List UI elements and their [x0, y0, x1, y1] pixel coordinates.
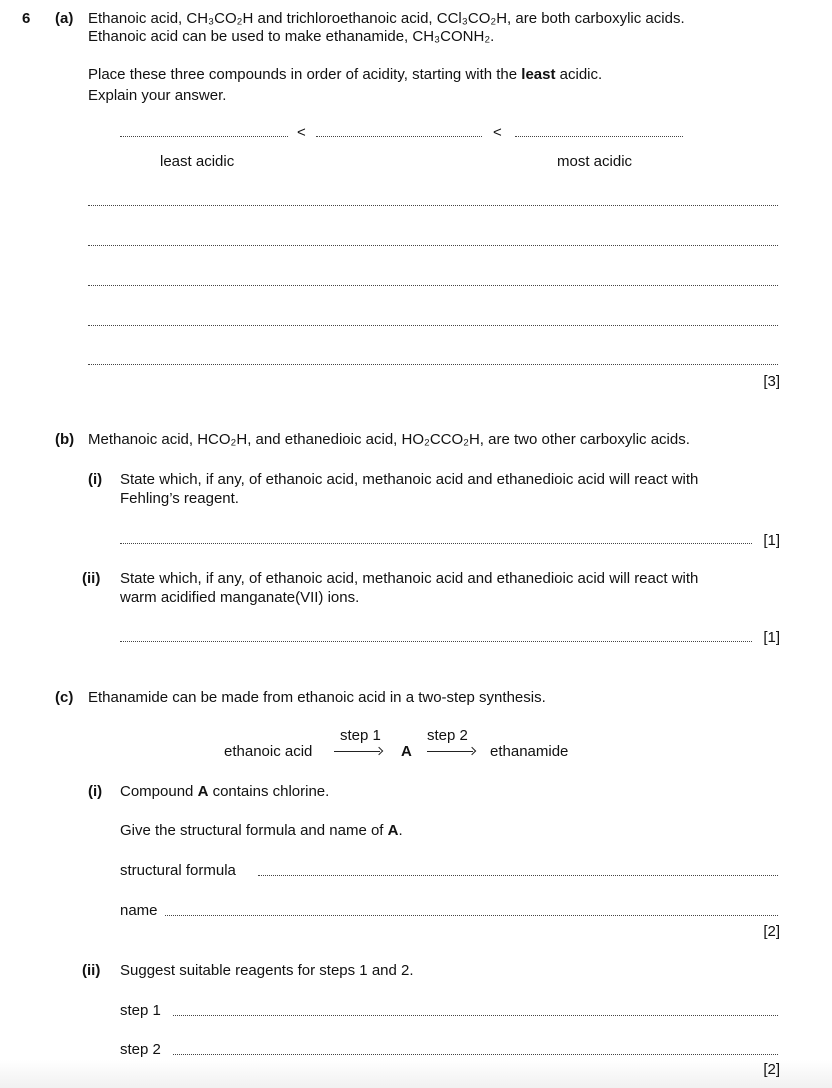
structural-formula-answer[interactable] [258, 875, 778, 876]
reaction-scheme [224, 726, 624, 762]
text: Give the structural formula and name of [120, 822, 388, 839]
answer-line[interactable] [120, 641, 752, 642]
arrow-icon [427, 746, 475, 756]
marks-c-i: [2] [763, 923, 780, 940]
part-c-ii-label: (ii) [82, 962, 101, 979]
part-c-i-text-1 [120, 783, 329, 801]
part-b-i-label: (i) [88, 471, 103, 488]
part-b-ii-text-2: warm acidified manganate(VII) ions. [120, 589, 360, 606]
text-bold: A [197, 783, 209, 800]
part-c-i-text-2 [120, 822, 403, 840]
answer-line[interactable] [88, 205, 778, 206]
answer-line[interactable] [120, 543, 752, 544]
name-answer[interactable] [165, 915, 778, 916]
text: Compound [120, 783, 198, 800]
marks-b-ii: [1] [763, 629, 780, 646]
answer-line[interactable] [88, 364, 778, 365]
question-number: 6 [22, 10, 31, 27]
part-b-label: (b) [55, 431, 75, 448]
answer-line[interactable] [88, 285, 778, 286]
name-label: name [120, 902, 158, 919]
part-c-intro: Ethanamide can be made from ethanoic acid in a two-step synthesis. [88, 689, 546, 706]
scheme-end: ethanamide [490, 743, 569, 760]
step2-label: step 2 [120, 1041, 161, 1058]
part-b-intro: Methanoic acid, HCO₂H, and ethanedioic acid, HO₂CCO₂H, are two other carboxylic acids. [88, 431, 690, 448]
most-acidic-label: most acidic [557, 153, 633, 170]
part-b-i-text-2: Fehling’s reagent. [120, 490, 239, 507]
arrow-icon [334, 746, 382, 756]
part-a-instruction-2: Explain your answer. [88, 87, 227, 104]
instr-text: Place these three compounds in order of acidity, starting with the [88, 66, 522, 83]
text-bold: A [387, 822, 399, 839]
scheme-step2-label: step 2 [427, 727, 468, 744]
text: . [398, 822, 403, 839]
part-a-label: (a) [55, 10, 74, 27]
step1-label: step 1 [120, 1002, 161, 1019]
marks-a: [3] [763, 373, 780, 390]
scheme-compound-a: A [401, 743, 412, 760]
marks-b-i: [1] [763, 532, 780, 549]
scheme-step1-label: step 1 [340, 727, 381, 744]
part-c-i-label: (i) [88, 783, 103, 800]
instr-bold: least [521, 66, 556, 83]
part-c-label: (c) [55, 689, 74, 706]
answer-most-acidic[interactable] [515, 136, 683, 137]
instr-text-end: acidic. [555, 66, 603, 83]
part-b-i-text-1: State which, if any, of ethanoic acid, methanoic acid and ethanedioic acid will react with [120, 471, 699, 488]
part-a-text-2: Ethanoic acid can be used to make ethanamide, CH₃CONH₂. [88, 28, 495, 45]
part-c-ii-text: Suggest suitable reagents for steps 1 and 2. [120, 962, 414, 979]
part-b-ii-label: (ii) [82, 570, 101, 587]
scheme-start: ethanoic acid [224, 743, 313, 760]
answer-line[interactable] [88, 245, 778, 246]
step2-answer[interactable] [173, 1054, 778, 1055]
answer-line[interactable] [88, 325, 778, 326]
structural-formula-label: structural formula [120, 862, 236, 879]
part-a-instruction [88, 66, 602, 84]
answer-least-acidic[interactable] [120, 136, 288, 137]
text: contains chlorine. [208, 783, 330, 800]
less-than-1: < [297, 124, 306, 141]
less-than-2: < [493, 124, 502, 141]
step1-answer[interactable] [173, 1015, 778, 1016]
marks-c-ii: [2] [763, 1061, 780, 1078]
part-a-text-1: Ethanoic acid, CH₃CO₂H and trichloroethanoic acid, CCl₃CO₂H, are both carboxylic acids. [88, 10, 685, 27]
part-b-ii-text-1: State which, if any, of ethanoic acid, methanoic acid and ethanedioic acid will react with [120, 570, 699, 587]
answer-middle[interactable] [316, 136, 482, 137]
least-acidic-label: least acidic [160, 153, 235, 170]
